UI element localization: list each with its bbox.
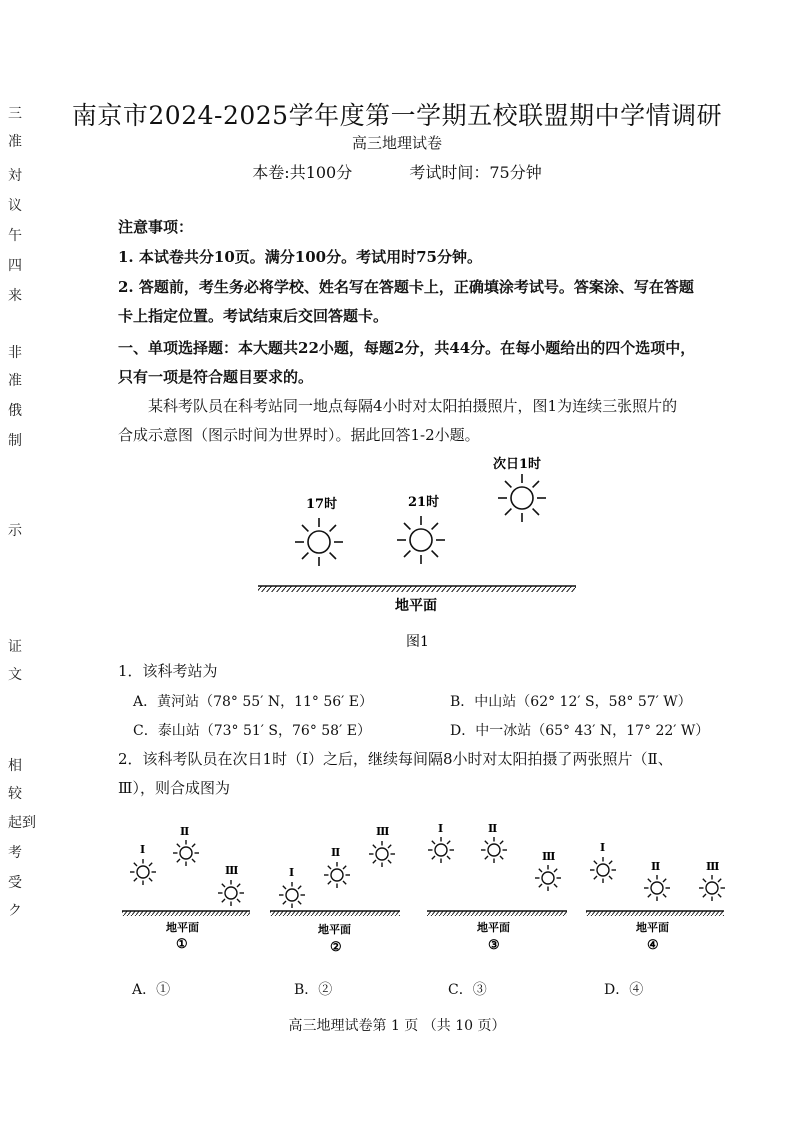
sun-icon xyxy=(498,474,546,522)
figure-2-panels xyxy=(0,815,794,965)
sun-icon xyxy=(279,882,305,908)
intro-text-cont: 合成示意图（图示时间为世界时）。据此回答1-2小题。 xyxy=(118,426,480,444)
sun-label: 21时 xyxy=(408,495,440,510)
figure-1 xyxy=(0,450,794,650)
sun-icon xyxy=(369,841,395,867)
roman-label: Ⅲ xyxy=(376,825,390,838)
panel-number: ③ xyxy=(488,938,500,953)
q1-option-b: B．中山站（62° 12′ S，58° 57′ W） xyxy=(450,694,692,710)
margin-mark: 対 xyxy=(8,168,22,184)
roman-label: Ⅲ xyxy=(706,860,720,873)
margin-mark: 制 xyxy=(8,433,22,449)
question-2-stem: 2．该科考队员在次日1时（Ⅰ）之后，继续每间隔8小时对太阳拍摄了两张照片（Ⅱ、 xyxy=(118,750,673,768)
sun-icon xyxy=(173,840,199,866)
notes-item: 2. 答题前，考生务必将学校、姓名写在答题卡上，正确填涂考试号。答案涂、写在答题 xyxy=(118,278,694,296)
notes-item: 1. 本试卷共分10页。满分100分。考试用时75分钟。 xyxy=(118,248,482,266)
q2-option-d: D．④ xyxy=(604,982,644,998)
panel-number: ④ xyxy=(647,938,659,953)
exam-info xyxy=(0,160,794,183)
ground-label: 地平面 xyxy=(395,598,437,614)
roman-label: Ⅱ xyxy=(488,822,498,835)
roman-label: Ⅰ xyxy=(289,866,295,879)
exam-subtitle: 高三地理试卷 xyxy=(351,134,442,152)
margin-mark: 来 xyxy=(8,288,22,304)
section-heading: 一、单项选择题：本大题共22小题，每题2分，共44分。在每小题给出的四个选项中， xyxy=(118,339,696,357)
roman-label: Ⅰ xyxy=(600,841,606,854)
figure-caption: 图1 xyxy=(406,634,429,650)
roman-label: Ⅱ xyxy=(651,860,661,873)
notes-item: 卡上指定位置。考试结束后交回答题卡。 xyxy=(118,307,389,325)
ground-hatch xyxy=(122,911,250,916)
roman-label: Ⅰ xyxy=(438,822,444,835)
panel-number: ② xyxy=(330,940,342,955)
sun-icon xyxy=(218,880,244,906)
section-heading-cont: 只有一项是符合题目要求的。 xyxy=(118,368,314,386)
q2-option-c: C．③ xyxy=(448,982,487,998)
question-1-stem: 1．该科考站为 xyxy=(118,662,218,680)
panel-2 xyxy=(270,825,400,955)
sun-icon xyxy=(295,518,343,566)
margin-mark: 非 xyxy=(8,345,22,361)
ground-label: 地平面 xyxy=(318,923,351,936)
ground-hatch xyxy=(270,911,400,916)
page-footer: 高三地理试卷第 1 页 （共 10 页） xyxy=(288,1018,506,1034)
sun-icon xyxy=(397,516,445,564)
margin-mark: 午 xyxy=(8,228,22,244)
sun-icon xyxy=(481,837,507,863)
q2-option-b: B．② xyxy=(294,982,333,998)
margin-mark: 证 xyxy=(8,639,22,655)
exam-title: 南京市2024-2025学年度第一学期五校联盟期中学情调研 xyxy=(71,101,723,130)
notes-heading: 注意事项： xyxy=(118,218,194,236)
sun-label: 17时 xyxy=(306,497,338,512)
q2-option-a: A．① xyxy=(132,982,171,998)
ground-label: 地平面 xyxy=(166,921,199,934)
roman-label: Ⅱ xyxy=(331,846,341,859)
sun-icon xyxy=(130,859,156,885)
sun-icon xyxy=(324,862,350,888)
panel-1 xyxy=(122,825,250,952)
roman-label: Ⅲ xyxy=(225,864,239,877)
margin-mark: 起到 xyxy=(8,815,36,831)
roman-label: Ⅱ xyxy=(180,825,190,838)
margin-mark: ク xyxy=(8,903,22,919)
sun-icon xyxy=(644,875,670,901)
question-2-stem-cont: Ⅲ），则合成图为 xyxy=(118,779,230,797)
q1-option-a: A．黄河站（78° 55′ N，11° 56′ E） xyxy=(133,694,373,710)
ground-hatch xyxy=(427,911,567,916)
ground-hatch xyxy=(586,911,724,916)
q1-option-d: D．中一冰站（65° 43′ N，17° 22′ W） xyxy=(450,723,710,739)
total-score: 本卷:共100分 xyxy=(252,163,353,182)
margin-mark: 准 xyxy=(8,134,22,150)
sun-label: 次日1时 xyxy=(493,457,542,472)
margin-mark: 较 xyxy=(8,786,22,802)
exam-time: 考试时间：75分钟 xyxy=(409,163,542,182)
ground-label: 地平面 xyxy=(477,921,510,934)
ground-label: 地平面 xyxy=(636,921,669,934)
margin-mark: 俄 xyxy=(8,403,22,419)
panel-3 xyxy=(427,822,567,953)
q1-option-c: C．泰山站（73° 51′ S，76° 58′ E） xyxy=(133,723,371,739)
margin-mark: 三 xyxy=(8,106,22,122)
roman-label: Ⅰ xyxy=(140,843,146,856)
ground-hatch xyxy=(258,586,576,592)
sun-icon xyxy=(590,857,616,883)
panel-4 xyxy=(586,841,725,953)
margin-mark: 文 xyxy=(8,667,22,683)
margin-mark: 四 xyxy=(8,258,22,274)
roman-label: Ⅲ xyxy=(542,850,556,863)
margin-mark: 相 xyxy=(8,758,22,774)
margin-mark: 考 xyxy=(8,845,22,861)
sun-icon xyxy=(535,865,561,891)
margin-mark: 受 xyxy=(8,875,22,891)
intro-text: 某科考队员在科考站同一地点每隔4小时对太阳拍摄照片，图1为连续三张照片的 xyxy=(148,397,678,415)
margin-mark: 示 xyxy=(8,523,22,539)
margin-mark: 议 xyxy=(8,198,22,214)
sun-icon xyxy=(699,875,725,901)
sun-icon xyxy=(428,837,454,863)
margin-mark: 准 xyxy=(8,373,22,389)
panel-number: ① xyxy=(176,937,188,952)
